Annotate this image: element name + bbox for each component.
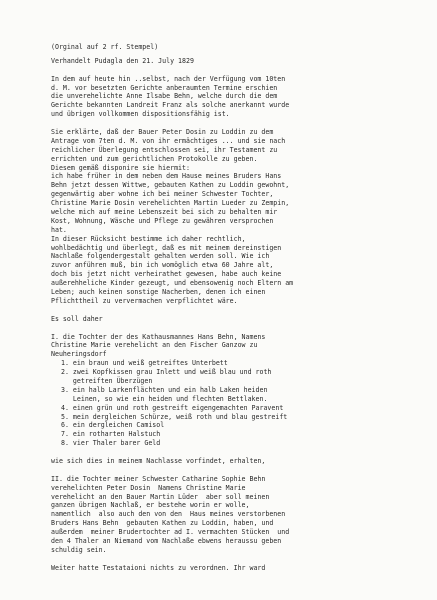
text-line: reichlicher Überlegung entschlossen sei, ihr Testament zu bbox=[51, 145, 278, 154]
section-1-intro bbox=[51, 333, 417, 360]
text-line: Neuheringsdorf bbox=[51, 350, 107, 359]
list-item: 8. vier Thaler barer Geld bbox=[61, 439, 161, 448]
text-line: zuvor anführen muß, bin ich womöglich etwa 60 Jahre alt, bbox=[51, 261, 274, 270]
text-line: Bruders Hans Behn gebauten Kathen zu Loddin, haben, und bbox=[51, 519, 274, 528]
text-line: wohlbedächtig und überlegt, daß es mit meinem dereinstigen bbox=[51, 243, 282, 252]
text-line: gegenwärtig aber wohne ich bei meiner Schwester Tochter, bbox=[51, 190, 274, 199]
text-line: In dem auf heute hin ..selbst, nach der Verfügung vom 10ten bbox=[51, 74, 286, 83]
date-line: Verhandelt Pudagla den 21. July 1829 bbox=[51, 56, 194, 65]
wie-sich-line: wie sich dies in meinem Nachlasse vorfindet, erhalten, bbox=[51, 456, 266, 465]
text-line: In dieser Rücksicht bestimme ich daher rechtlich, bbox=[51, 234, 246, 243]
text-line: Diesem gemäß disponire sie hiermit: bbox=[51, 163, 190, 172]
bequest-list bbox=[51, 359, 417, 448]
text-line: Kost, Wohnung, Wäsche und Pflege zu gewähren versprochen bbox=[51, 216, 274, 225]
list-item: 1. ein braun und weiß getreiftes Unterbett bbox=[61, 359, 228, 368]
text-line: Sie erklärte, daß der Bauer Peter Dosin zu Loddin zu dem bbox=[51, 128, 274, 137]
text-line: Christine Marie Dosin verehelichten Martin Lueder zu Zempin, bbox=[51, 199, 290, 208]
text-line: errichten und zum gerichtlichen Protokolle zu geben. bbox=[51, 154, 258, 163]
text-line: Leben; auch keinen sonstige Nacherben, denen ich einen bbox=[51, 288, 266, 297]
paragraph-1 bbox=[51, 75, 417, 119]
header-note: (Orginal auf 2 rf. Stempel) bbox=[51, 43, 159, 51]
text-line: verehelicht an den Bauer Martin Lüder aber soll meinen bbox=[51, 492, 270, 501]
list-item: 3. ein halb Larkenflächten und ein halb Laken heiden bbox=[61, 385, 268, 394]
text-line: ich habe früher in dem neben dem Hause meines Bruders Hans bbox=[51, 172, 282, 181]
text-line: doch bis jetzt nicht verheirathet gewesen, habe auch keine bbox=[51, 270, 282, 279]
text-line: namentlich also auch den von den Haus meines verstorbenen bbox=[51, 510, 286, 519]
text-line: und übrigen vollkommen dispositionsfähig ist. bbox=[51, 110, 230, 119]
text-line: welche mich auf meine Lebenszeit bei sich zu behalten mir bbox=[51, 208, 278, 217]
section-2 bbox=[51, 475, 417, 555]
text-line: Pflichttheil zu ververmachen verpflichtet wäre. bbox=[51, 296, 238, 305]
text-line: Gerichte bekannten Landreit Franz als solche anerkannt wurde bbox=[51, 101, 290, 110]
text-line: die unverehelichte Anne Ilsabe Behn, welche durch die dem bbox=[51, 92, 278, 101]
text-line: den 4 Thaler an Niemand vom Nachlaße ebwens heraussu geben bbox=[51, 536, 282, 545]
text-line: Nachlaße folgendergestalt gehalten werden soll. Wie ich bbox=[51, 252, 270, 261]
list-item: 4. einen grün und roth gestreift eigengemachten Paravent bbox=[61, 403, 284, 412]
list-item: 5. mein dergleichen Schürze, weiß roth und blau gestreift bbox=[61, 412, 288, 421]
text-line: d. M. vor besetzten Gerichte anberaumten Termine erschien bbox=[51, 83, 278, 92]
text-line: Behn jetzt dessen Wittwe, gebauten Kathen zu Loddin gewohnt, bbox=[51, 181, 290, 190]
text-line: schuldig sein. bbox=[51, 545, 107, 554]
list-item: 7. ein rotharten Halstuch bbox=[61, 430, 161, 439]
paragraph-2 bbox=[51, 128, 417, 306]
list-item: 2. zwei Kopfkissen grau Inlett und weiß blau und roth bbox=[61, 368, 272, 377]
list-item: Leinen, so wie ein heiden und flechten Bettlaken. bbox=[61, 394, 268, 403]
es-soll-daher: Es soll daher bbox=[51, 314, 103, 323]
text-line: Antrage vom 7ten d. M. von ihr ermächtiges ... und sie nach bbox=[51, 136, 286, 145]
list-item: getreiften Überzügen bbox=[61, 376, 153, 385]
closing-line: Weiter hatte Testataioni nichts zu verordnen. Ihr ward bbox=[51, 563, 266, 572]
text-line: Christine Marie verehelicht an den Fischer Ganzow zu bbox=[51, 341, 258, 350]
text-line: hat. bbox=[51, 225, 67, 234]
text-line: I. die Tochter der des Kathausmannes Hans Behn, Namens bbox=[51, 332, 266, 341]
list-item: 6. ein dergleichen Camisol bbox=[61, 421, 165, 430]
text-line: außerehheliche Kinder gezeugt, und ebensowenig noch Eltern am bbox=[51, 279, 294, 288]
text-line: ganzen übrigen Nachlaß, er bestehe worin er wolle, bbox=[51, 501, 250, 510]
text-line: außerdem meiner Brudertochter ad I. vermachten Stücken und bbox=[51, 528, 290, 537]
text-line: II. die Tochter meiner Schwester Catharine Sophie Behn bbox=[51, 474, 266, 483]
text-line: verehelichten Peter Dosin Namens Christine Marie bbox=[51, 483, 246, 492]
